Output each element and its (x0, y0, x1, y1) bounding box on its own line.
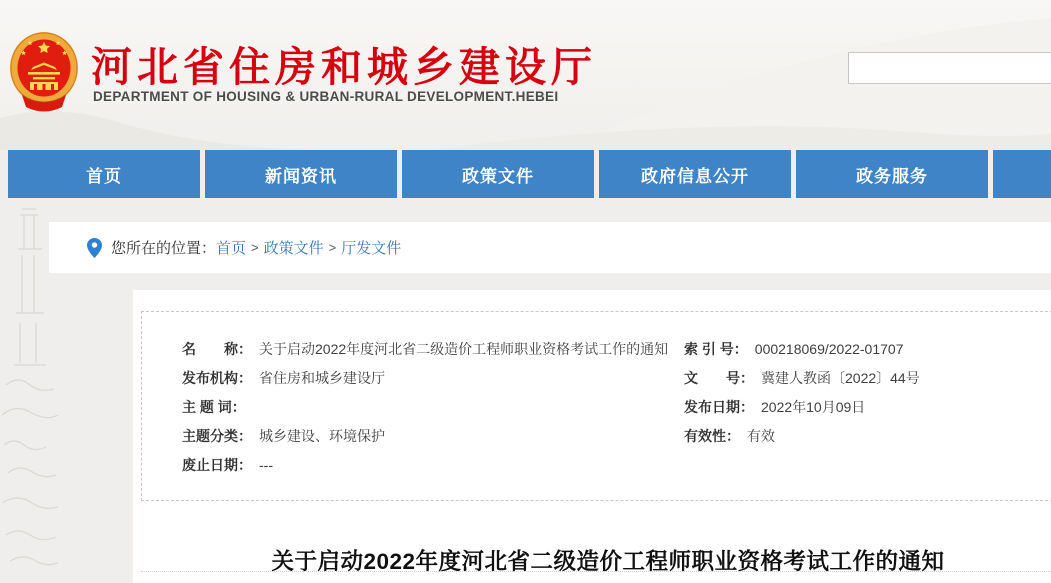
meta-row-issuer (182, 364, 668, 393)
meta-value: 冀建人教函〔2022〕44号 (761, 370, 920, 386)
meta-row-name (182, 335, 668, 364)
meta-label: 有效性： (684, 428, 740, 444)
nav-item-gov-service[interactable]: 政务服务 (796, 150, 988, 198)
meta-label: 索 引 号： (684, 341, 748, 357)
main-nav (0, 150, 1051, 198)
meta-row-validity (684, 422, 920, 451)
site-header (0, 0, 1051, 150)
site-subtitle: DEPARTMENT OF HOUSING & URBAN-RURAL DEVELOPMENT.HEBEI (93, 89, 559, 104)
meta-row-index-number (684, 335, 920, 364)
title-divider (141, 571, 1051, 572)
nav-item-policy[interactable]: 政策文件 (402, 150, 594, 198)
meta-label: 主题分类： (182, 428, 252, 444)
meta-label: 名 称： (182, 341, 252, 357)
breadcrumb-link-home[interactable]: 首页 (216, 240, 247, 257)
left-sketch-decoration (0, 205, 60, 583)
meta-row-subject-words (182, 393, 668, 422)
meta-value: 关于启动2022年度河北省二级造价工程师职业资格考试工作的通知 (259, 341, 669, 357)
meta-value: 省住房和城乡建设厅 (259, 370, 385, 386)
meta-column-right (684, 335, 920, 451)
meta-column-left (182, 335, 668, 480)
meta-value: 有效 (747, 428, 775, 444)
meta-label: 主 题 词： (182, 399, 246, 415)
nav-item-gov-info[interactable]: 政府信息公开 (599, 150, 791, 198)
meta-label: 文 号： (684, 370, 754, 386)
document-meta-box (141, 311, 1051, 501)
meta-label: 废止日期： (182, 457, 252, 473)
national-emblem-logo (8, 29, 80, 113)
meta-row-publish-date (684, 393, 920, 422)
breadcrumb-prefix: 您所在的位置： (111, 240, 217, 257)
content-card (133, 290, 1051, 583)
meta-label: 发布日期： (684, 399, 754, 415)
meta-value: --- (259, 457, 273, 473)
search-box (848, 52, 1051, 84)
meta-value: 2022年10月09日 (761, 399, 866, 415)
nav-item-partial[interactable] (993, 150, 1051, 198)
nav-item-news[interactable]: 新闻资讯 (205, 150, 397, 198)
location-pin-icon (87, 238, 102, 258)
nav-item-home[interactable]: 首页 (8, 150, 200, 198)
breadcrumb (49, 222, 1051, 273)
meta-row-abolish-date (182, 451, 668, 480)
meta-row-doc-number (684, 364, 920, 393)
breadcrumb-separator: > (328, 240, 337, 255)
search-input[interactable] (849, 53, 1051, 83)
breadcrumb-separator: > (251, 240, 259, 255)
site-title: 河北省住房和城乡建设厅 (91, 44, 597, 90)
article-title: 关于启动2022年度河北省二级造价工程师职业资格考试工作的通知 (271, 549, 945, 574)
breadcrumb-link-dept-docs[interactable]: 厅发文件 (341, 240, 402, 257)
meta-value: 城乡建设、环境保护 (259, 428, 385, 444)
breadcrumb-link-policy[interactable]: 政策文件 (263, 240, 324, 257)
meta-label: 发布机构： (182, 370, 252, 386)
meta-row-category (182, 422, 668, 451)
meta-value: 000218069/2022-01707 (754, 341, 904, 357)
